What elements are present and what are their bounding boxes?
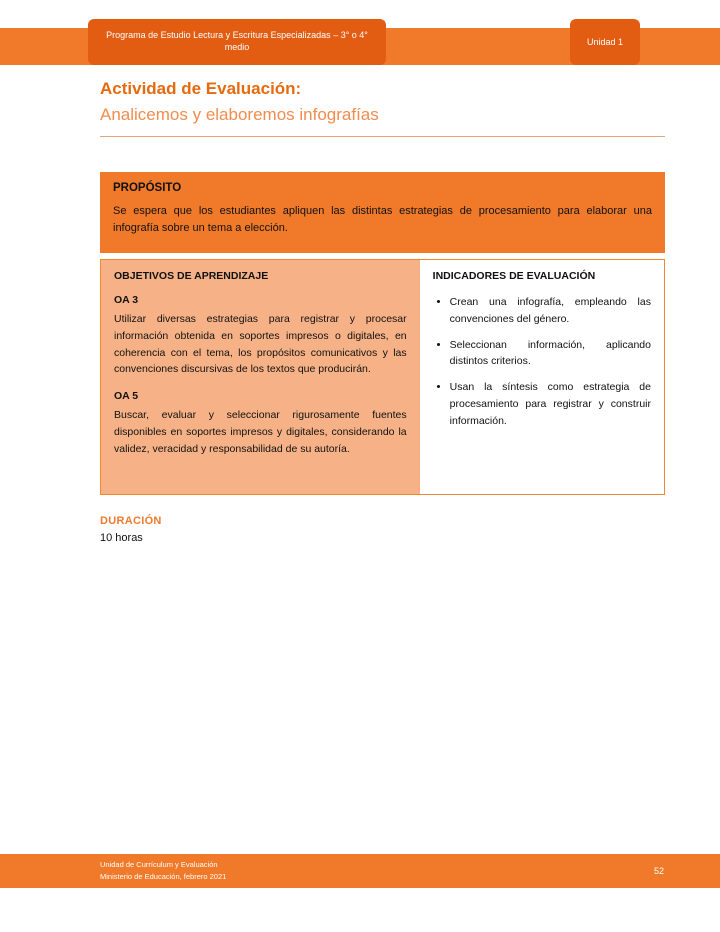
indicator-item: • Usan la síntesis como estrategia de procesamiento para registrar y construir información. [450, 379, 651, 429]
page-footer-band [0, 854, 720, 888]
duration-heading: DURACIÓN [100, 514, 162, 527]
purpose-box [100, 172, 665, 253]
learning-objectives-column [101, 260, 420, 494]
duration-value: 10 horas [100, 531, 143, 544]
oa3-text: Utilizar diversas estrategias para registrar y procesar información obtenida en soportes impresos o digitales, en coherencia con el tema, los propósitos comunicativos y las convenciones discursivas de los textos que producirán. [114, 312, 407, 376]
objectives-heading: OBJETIVOS DE APRENDIZAJE [114, 269, 269, 282]
title-divider [100, 136, 665, 137]
purpose-body: Se espera que los estudiantes apliquen las distintas estrategias de procesamiento para elaborar una infografía sobre un tema a elección. [113, 204, 652, 234]
footer-line2: Ministerio de Educación, febrero 2021 [100, 872, 227, 881]
objectives-indicators-table [100, 259, 665, 495]
program-title-tab [88, 19, 386, 65]
duration-section [100, 515, 665, 544]
oa3-code: OA 3 [114, 293, 139, 306]
unit-tab [570, 19, 640, 65]
unit-label: Unidad 1 [586, 37, 624, 47]
footer-credits [100, 859, 226, 883]
page-header-band [0, 28, 720, 65]
oa5-code: OA 5 [114, 390, 139, 403]
page-title [100, 78, 665, 127]
program-title: Programa de Estudio Lectura y Escritura Especializadas – 3° o 4° medio [106, 30, 368, 52]
activity-subtitle: Analicemos y elaboremos infografías [100, 104, 379, 124]
indicators-heading: INDICADORES DE EVALUACIÓN [432, 269, 596, 282]
footer-line1: Unidad de Currículum y Evaluación [100, 860, 218, 869]
indicator-item: • Seleccionan información, aplicando distintos criterios. [450, 337, 651, 371]
purpose-heading: PROPÓSITO [113, 181, 182, 194]
oa5-text: Buscar, evaluar y seleccionar rigurosamente fuentes disponibles en soportes impresos y digitales, considerando la validez, veracidad y responsabilidad de su autoría. [114, 409, 407, 455]
activity-title: Actividad de Evaluación: [100, 79, 302, 98]
main-content [100, 78, 665, 544]
evaluation-indicators-column [420, 260, 664, 494]
indicator-item: • Crean una infografía, empleando las convenciones del género. [450, 294, 651, 328]
indicators-list [433, 294, 651, 430]
page-number: 52 [653, 866, 664, 876]
